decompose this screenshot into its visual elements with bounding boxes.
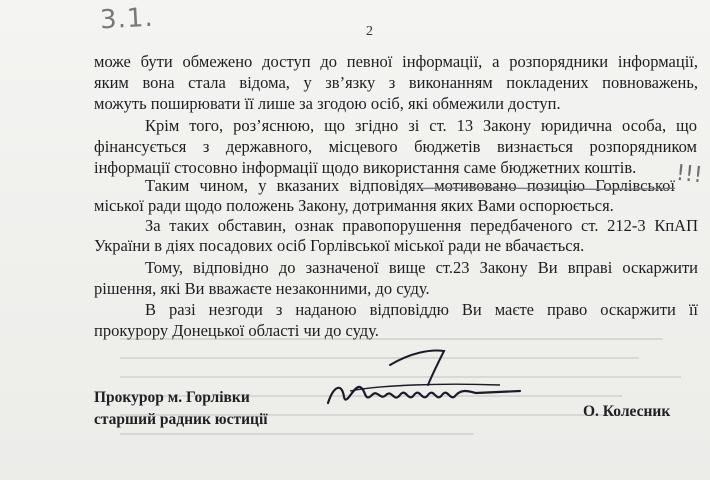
- paragraph-1-line-2: яким вона стала відома, у зв’язку з виконанням покладених повноважень,: [94, 73, 698, 92]
- paragraph-4-line-2: України в діях посадових осіб Горлівської міської ради не вбачається.: [94, 236, 585, 255]
- signature-title: [94, 387, 268, 431]
- paragraph-5-line-1: Тому, відповідно до зазначеної вище ст.23 Закону Ви вправі оскаржити: [145, 258, 698, 277]
- paragraph-2-line-2: фінансується з державного, місцевого бюджетів визнається розпорядником: [94, 137, 697, 156]
- signatory-name: О. Колесник: [583, 403, 671, 420]
- pencil-underline-mark: [420, 187, 675, 190]
- paragraph-6-line-1: В разі незгоди з наданою відповіддю Ви маєте право оскаржити її: [145, 300, 698, 319]
- paragraph-3-line-2: міської ради щодо положень Закону, дотримання яких Вами оспорюється.: [94, 196, 614, 215]
- handwritten-signature: [320, 345, 530, 415]
- paragraph-2-line-3: інформації стосовно інформації щодо використання саме бюджетних коштів.: [94, 158, 637, 177]
- signature-title-line-2: старший радник юстиції: [94, 411, 268, 428]
- handwritten-exclamation-mark: !!!: [674, 160, 704, 189]
- paragraph-2-line-1: Крім того, роз’яснюю, що згідно зі ст. 13 Закону юридична особа, що: [145, 116, 697, 135]
- signature-title-line-1: Прокурор м. Горлівки: [94, 389, 250, 406]
- paragraph-1-line-1: може бути обмежено доступ до певної інформації, а розпорядники інформації,: [94, 52, 698, 71]
- paragraph-6-line-2: прокурору Донецької області чи до суду.: [94, 321, 379, 340]
- paragraph-1-line-3: можуть поширювати її лише за згодою осіб, які обмежили доступ.: [94, 94, 561, 113]
- paragraph-4-line-1: За таких обставин, ознак правопорушення передбаченого ст. 212-3 КпАП: [145, 216, 698, 235]
- handwritten-note: 3.1.: [99, 2, 155, 36]
- paragraph-3-line-1: Таким чином, у вказаних відповідях мотивовано позицію Горлівської: [145, 176, 675, 195]
- paragraph-5-line-2: рішення, які Ви вважаєте незаконними, до суду.: [94, 279, 430, 298]
- page-number: 2: [366, 24, 373, 39]
